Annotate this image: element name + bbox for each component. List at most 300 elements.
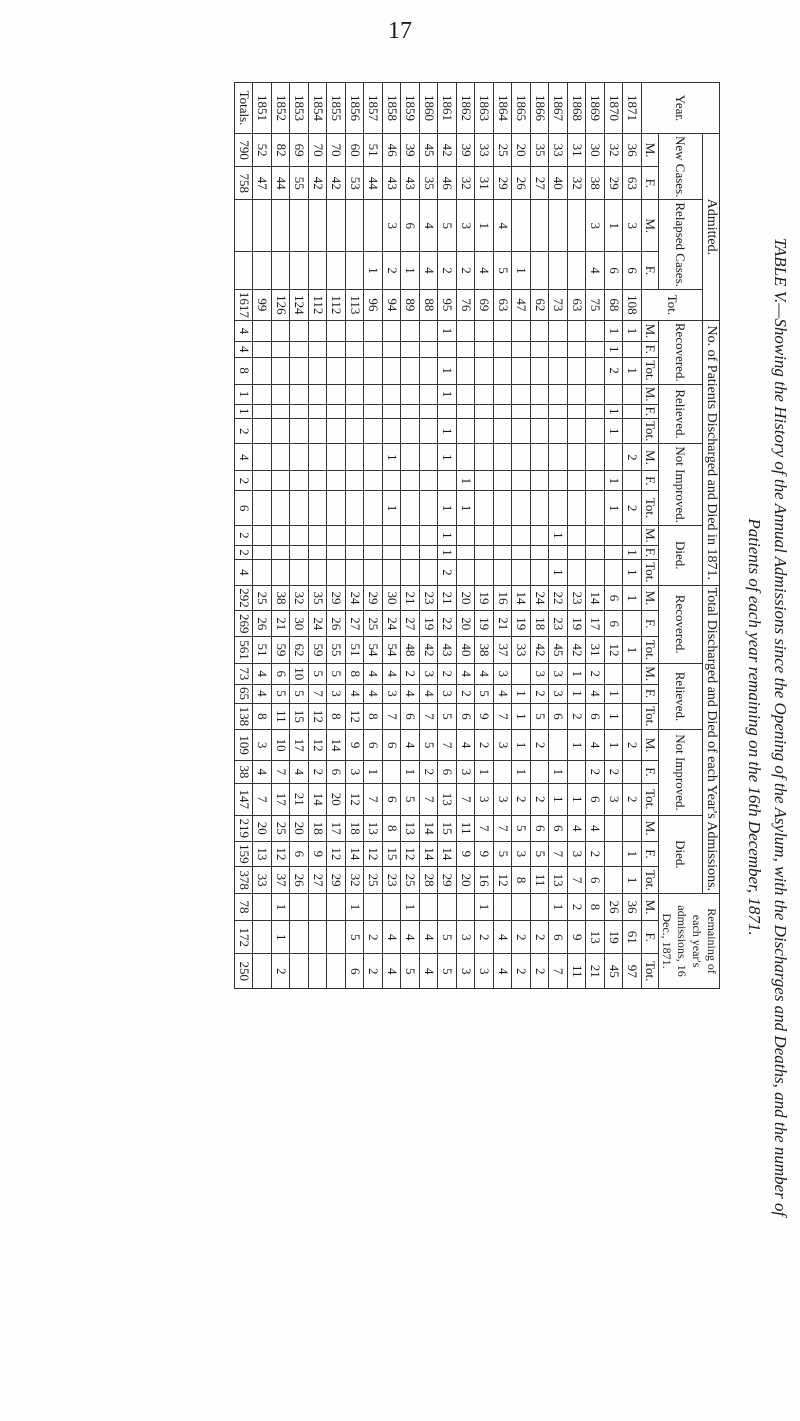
value-cell xyxy=(605,444,624,471)
value-cell: 4 xyxy=(253,684,272,703)
value-cell xyxy=(457,525,476,545)
value-cell xyxy=(512,560,531,585)
value-cell: 1 xyxy=(568,684,587,703)
value-cell: 68 xyxy=(605,289,624,320)
value-cell xyxy=(531,545,550,559)
value-cell: 126 xyxy=(272,289,291,320)
value-cell: 1 xyxy=(438,418,457,443)
value-cell: 95 xyxy=(438,289,457,320)
value-cell: 9 xyxy=(568,921,587,954)
value-cell xyxy=(364,418,383,443)
value-cell xyxy=(457,404,476,418)
value-cell: 4 xyxy=(420,684,439,703)
value-cell: 2 xyxy=(531,684,550,703)
value-cell xyxy=(549,545,568,559)
year-cell: 1863 xyxy=(475,83,494,134)
value-cell xyxy=(383,545,402,559)
value-cell xyxy=(623,384,642,404)
year-cell: 1857 xyxy=(364,83,383,134)
value-cell xyxy=(623,418,642,443)
value-cell xyxy=(253,525,272,545)
value-cell xyxy=(531,357,550,384)
value-cell: 1 xyxy=(568,663,587,684)
value-cell: 19 xyxy=(420,611,439,637)
value-cell xyxy=(327,200,346,252)
value-cell xyxy=(420,342,439,357)
value-cell xyxy=(531,342,550,357)
value-cell: 3 xyxy=(549,663,568,684)
value-cell xyxy=(272,444,291,471)
value-cell xyxy=(272,404,291,418)
value-cell: 29 xyxy=(494,167,513,200)
value-cell xyxy=(438,404,457,418)
value-cell xyxy=(512,357,531,384)
value-cell: 2 xyxy=(586,663,605,684)
value-cell xyxy=(568,404,587,418)
value-cell xyxy=(531,200,550,252)
value-cell: 47 xyxy=(253,167,272,200)
value-cell xyxy=(531,404,550,418)
year-cell: 1861 xyxy=(438,83,457,134)
value-cell: 6 xyxy=(605,585,624,611)
value-cell xyxy=(235,200,254,252)
f-header: F. xyxy=(642,761,659,784)
value-cell xyxy=(401,560,420,585)
value-cell xyxy=(346,525,365,545)
value-cell: 1 xyxy=(549,761,568,784)
value-cell: 172 xyxy=(235,921,254,954)
value-cell: 8 xyxy=(327,703,346,730)
value-cell: 6 xyxy=(586,703,605,730)
value-cell xyxy=(327,252,346,290)
value-cell: 38 xyxy=(235,761,254,784)
value-cell: 6 xyxy=(383,783,402,815)
value-cell xyxy=(253,560,272,585)
value-cell: 82 xyxy=(272,134,291,167)
totals-row xyxy=(235,83,254,989)
value-cell: 17 xyxy=(272,783,291,815)
value-cell xyxy=(549,730,568,761)
value-cell: 19 xyxy=(475,585,494,611)
value-cell xyxy=(327,471,346,491)
value-cell: 5 xyxy=(438,921,457,954)
value-cell: 8 xyxy=(364,703,383,730)
value-cell xyxy=(290,525,309,545)
value-cell: 2 xyxy=(383,252,402,290)
value-cell: 26 xyxy=(512,167,531,200)
value-cell: 76 xyxy=(457,289,476,320)
value-cell xyxy=(327,320,346,341)
value-cell xyxy=(346,384,365,404)
value-cell: 4 xyxy=(235,342,254,357)
value-cell xyxy=(309,491,328,526)
value-cell xyxy=(272,560,291,585)
value-cell xyxy=(623,471,642,491)
value-cell: 1 xyxy=(568,783,587,815)
value-cell: 2 xyxy=(531,730,550,761)
value-cell: 55 xyxy=(327,637,346,664)
value-cell xyxy=(364,545,383,559)
value-cell: 1 xyxy=(605,491,624,526)
table-title: TABLE V.—Showing the History of the Annual Admissions since the Opening of the Asylum, with the Discharges and Deaths, and the number of xyxy=(771,237,790,1217)
value-cell xyxy=(623,404,642,418)
relapsed-cases-header: Relapsed Cases. xyxy=(659,200,703,289)
value-cell xyxy=(309,342,328,357)
value-cell: 65 xyxy=(235,684,254,703)
value-cell xyxy=(290,471,309,491)
value-cell xyxy=(309,894,328,921)
sex-header-row xyxy=(642,83,659,989)
value-cell: 3 xyxy=(346,761,365,784)
value-cell: 38 xyxy=(586,167,605,200)
year-cell: 1869 xyxy=(586,83,605,134)
value-cell: 4 xyxy=(457,663,476,684)
value-cell xyxy=(568,342,587,357)
value-cell: 4 xyxy=(235,320,254,341)
value-cell xyxy=(290,954,309,989)
value-cell: 33 xyxy=(253,867,272,894)
value-cell xyxy=(457,894,476,921)
year-cell: 1855 xyxy=(327,83,346,134)
value-cell xyxy=(364,384,383,404)
value-cell: 2 xyxy=(605,761,624,784)
value-cell xyxy=(364,525,383,545)
value-cell xyxy=(420,471,439,491)
value-cell xyxy=(586,404,605,418)
value-cell: 4 xyxy=(494,200,513,252)
value-cell: 7 xyxy=(420,783,439,815)
value-cell: 13 xyxy=(586,921,605,954)
value-cell: 5 xyxy=(290,684,309,703)
value-cell xyxy=(420,894,439,921)
value-cell xyxy=(475,357,494,384)
value-cell: 35 xyxy=(420,167,439,200)
value-cell xyxy=(549,342,568,357)
value-cell xyxy=(383,761,402,784)
value-cell xyxy=(309,384,328,404)
value-cell: 94 xyxy=(383,289,402,320)
tot-header: Tot. xyxy=(642,491,659,526)
value-cell: 1 xyxy=(605,730,624,761)
value-cell: 5 xyxy=(420,730,439,761)
value-cell xyxy=(531,320,550,341)
value-cell: 99 xyxy=(253,289,272,320)
value-cell xyxy=(253,444,272,471)
table-row xyxy=(383,83,402,989)
relieved-1871-header: Relieved. xyxy=(659,384,703,444)
value-cell: 6 xyxy=(531,815,550,841)
not-improved-1871-header: Not Improved. xyxy=(659,444,703,526)
value-cell xyxy=(494,545,513,559)
value-cell: 1 xyxy=(438,525,457,545)
value-cell xyxy=(420,444,439,471)
value-cell xyxy=(512,525,531,545)
value-cell xyxy=(346,491,365,526)
value-cell xyxy=(401,471,420,491)
value-cell: 42 xyxy=(531,637,550,664)
m-header: M. xyxy=(642,815,659,841)
value-cell: 1 xyxy=(512,761,531,784)
value-cell xyxy=(253,200,272,252)
value-cell xyxy=(364,320,383,341)
value-cell: 7 xyxy=(364,783,383,815)
table-row xyxy=(364,83,383,989)
year-cell: 1864 xyxy=(494,83,513,134)
value-cell: 97 xyxy=(623,954,642,989)
value-cell: 23 xyxy=(420,585,439,611)
value-cell: 52 xyxy=(253,134,272,167)
value-cell: 46 xyxy=(438,167,457,200)
value-cell: 20 xyxy=(457,867,476,894)
value-cell: 8 xyxy=(586,894,605,921)
value-cell: 1 xyxy=(235,384,254,404)
value-cell xyxy=(605,841,624,867)
value-cell: 3 xyxy=(494,730,513,761)
value-cell: 9 xyxy=(475,841,494,867)
value-cell xyxy=(364,894,383,921)
value-cell xyxy=(272,491,291,526)
value-cell: 37 xyxy=(272,867,291,894)
admitted-tot-header: Tot. xyxy=(642,289,703,320)
value-cell: 25 xyxy=(272,815,291,841)
value-cell: 14 xyxy=(586,585,605,611)
value-cell: 9 xyxy=(475,703,494,730)
value-cell xyxy=(457,418,476,443)
value-cell xyxy=(457,545,476,559)
value-cell xyxy=(568,418,587,443)
value-cell: 269 xyxy=(235,611,254,637)
value-cell: 2 xyxy=(235,525,254,545)
value-cell: 6 xyxy=(438,761,457,784)
value-cell: 70 xyxy=(309,134,328,167)
value-cell xyxy=(605,867,624,894)
value-cell: 35 xyxy=(309,585,328,611)
value-cell xyxy=(494,491,513,526)
value-cell: 1617 xyxy=(235,289,254,320)
table-row xyxy=(420,83,439,989)
value-cell xyxy=(309,560,328,585)
year-cell: 1854 xyxy=(309,83,328,134)
value-cell: 2 xyxy=(605,357,624,384)
value-cell xyxy=(309,357,328,384)
value-cell: 14 xyxy=(327,730,346,761)
value-cell xyxy=(531,384,550,404)
new-m-header: M. xyxy=(642,134,659,167)
value-cell xyxy=(586,384,605,404)
year-cell: 1853 xyxy=(290,83,309,134)
table-row xyxy=(623,83,642,989)
value-cell: 7 xyxy=(475,815,494,841)
value-cell: 3 xyxy=(494,663,513,684)
value-cell xyxy=(327,560,346,585)
value-cell: 8 xyxy=(235,357,254,384)
value-cell: 6 xyxy=(327,761,346,784)
value-cell xyxy=(401,342,420,357)
value-cell: 32 xyxy=(605,134,624,167)
value-cell: 2 xyxy=(512,783,531,815)
value-cell: 2 xyxy=(586,761,605,784)
value-cell xyxy=(401,384,420,404)
value-cell xyxy=(531,560,550,585)
value-cell xyxy=(494,384,513,404)
value-cell: 2 xyxy=(457,252,476,290)
value-cell: 2 xyxy=(438,252,457,290)
value-cell: 1 xyxy=(438,320,457,341)
value-cell: 24 xyxy=(346,585,365,611)
value-cell: 1 xyxy=(512,730,531,761)
value-cell: 4 xyxy=(420,921,439,954)
value-cell xyxy=(346,320,365,341)
value-cell: 1 xyxy=(235,404,254,418)
value-cell xyxy=(290,342,309,357)
value-cell xyxy=(253,471,272,491)
value-cell xyxy=(272,252,291,290)
value-cell: 6 xyxy=(586,783,605,815)
value-cell: 1 xyxy=(457,491,476,526)
f-header: F. xyxy=(642,342,659,357)
value-cell: 3 xyxy=(327,684,346,703)
value-cell xyxy=(290,384,309,404)
value-cell xyxy=(586,525,605,545)
value-cell: 2 xyxy=(512,921,531,954)
value-cell: 33 xyxy=(549,134,568,167)
value-cell: 96 xyxy=(364,289,383,320)
value-cell xyxy=(290,444,309,471)
value-cell xyxy=(512,342,531,357)
value-cell: 19 xyxy=(568,611,587,637)
value-cell: 21 xyxy=(272,611,291,637)
value-cell: 14 xyxy=(420,841,439,867)
m-header: M. xyxy=(642,585,659,611)
value-cell xyxy=(346,418,365,443)
value-cell: 1 xyxy=(623,320,642,341)
value-cell: 4 xyxy=(383,954,402,989)
value-cell xyxy=(475,342,494,357)
value-cell: 32 xyxy=(346,867,365,894)
f-header: F. xyxy=(642,545,659,559)
value-cell xyxy=(272,418,291,443)
value-cell xyxy=(364,444,383,471)
value-cell: 5 xyxy=(327,663,346,684)
value-cell: 35 xyxy=(531,134,550,167)
value-cell xyxy=(309,200,328,252)
value-cell: 18 xyxy=(346,815,365,841)
value-cell: 19 xyxy=(605,921,624,954)
table-row xyxy=(568,83,587,989)
value-cell: 30 xyxy=(586,134,605,167)
value-cell xyxy=(475,404,494,418)
value-cell: 3 xyxy=(494,783,513,815)
value-cell xyxy=(401,418,420,443)
value-cell: 36 xyxy=(623,894,642,921)
value-cell: 1 xyxy=(605,404,624,418)
value-cell: 561 xyxy=(235,637,254,664)
m-header: M. xyxy=(642,663,659,684)
value-cell xyxy=(623,684,642,703)
value-cell xyxy=(549,384,568,404)
value-cell: 5 xyxy=(531,841,550,867)
value-cell: 2 xyxy=(364,921,383,954)
value-cell: 14 xyxy=(309,783,328,815)
value-cell: 4 xyxy=(253,663,272,684)
value-cell: 1 xyxy=(512,252,531,290)
value-cell: 3 xyxy=(457,200,476,252)
tot-header: Tot. xyxy=(642,954,659,989)
value-cell xyxy=(605,560,624,585)
value-cell: 5 xyxy=(272,684,291,703)
value-cell: 42 xyxy=(438,134,457,167)
table-subtitle: Patients of each year remaining on the 16th December, 1871. xyxy=(745,518,764,936)
value-cell: 59 xyxy=(309,637,328,664)
table-row xyxy=(586,83,605,989)
value-cell: 2 xyxy=(475,921,494,954)
recovered-total-header: Recovered. xyxy=(659,585,703,663)
discharged-1871-header: No. of Patients Discharged and Died in 1871. xyxy=(703,320,720,585)
f-header: F. xyxy=(642,921,659,954)
value-cell: 1 xyxy=(272,894,291,921)
value-cell: 17 xyxy=(327,815,346,841)
value-cell: 5 xyxy=(309,663,328,684)
value-cell xyxy=(290,404,309,418)
f-header: F. xyxy=(642,684,659,703)
value-cell: 8 xyxy=(512,867,531,894)
value-cell xyxy=(309,525,328,545)
value-cell: 11 xyxy=(568,954,587,989)
value-cell: 5 xyxy=(346,921,365,954)
value-cell xyxy=(346,357,365,384)
value-cell xyxy=(346,471,365,491)
value-cell: 16 xyxy=(494,585,513,611)
value-cell xyxy=(475,384,494,404)
value-cell: 3 xyxy=(568,841,587,867)
value-cell: 4 xyxy=(253,761,272,784)
value-cell: 3 xyxy=(457,954,476,989)
value-cell: 25 xyxy=(401,867,420,894)
value-cell xyxy=(364,471,383,491)
value-cell: 14 xyxy=(438,841,457,867)
m-header: M. xyxy=(642,444,659,471)
value-cell xyxy=(549,418,568,443)
value-cell: 11 xyxy=(531,867,550,894)
value-cell: 14 xyxy=(420,815,439,841)
value-cell: 9 xyxy=(457,841,476,867)
value-cell xyxy=(327,491,346,526)
table-row xyxy=(253,83,272,989)
value-cell xyxy=(383,342,402,357)
value-cell: 7 xyxy=(549,841,568,867)
value-cell xyxy=(512,320,531,341)
value-cell: 7 xyxy=(309,684,328,703)
relapsed-f-header: F. xyxy=(642,252,659,290)
value-cell: 6 xyxy=(623,252,642,290)
value-cell xyxy=(253,418,272,443)
value-cell: 790 xyxy=(235,134,254,167)
value-cell: 73 xyxy=(235,663,254,684)
value-cell xyxy=(253,357,272,384)
value-cell: 29 xyxy=(327,585,346,611)
table-row xyxy=(272,83,291,989)
value-cell xyxy=(383,560,402,585)
table-row xyxy=(290,83,309,989)
value-cell xyxy=(586,471,605,491)
value-cell: 20 xyxy=(457,611,476,637)
value-cell: 1 xyxy=(438,357,457,384)
value-cell: 250 xyxy=(235,954,254,989)
value-cell: 4 xyxy=(586,684,605,703)
remaining-header: Remaining of each year's admissions, 16 Dec., 1871. xyxy=(659,894,720,989)
value-cell xyxy=(327,384,346,404)
value-cell xyxy=(327,342,346,357)
